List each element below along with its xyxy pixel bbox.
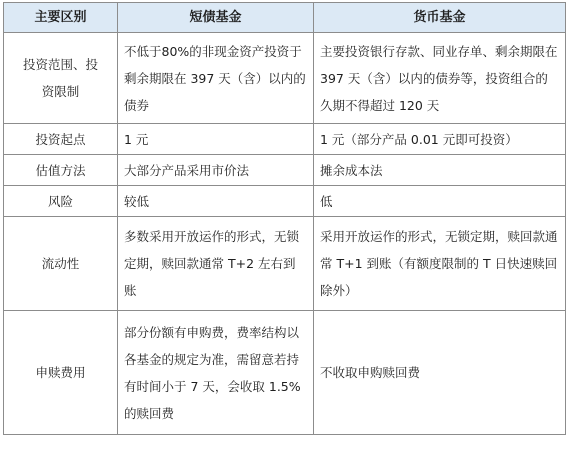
row-label-valuation-method: 估值方法 (4, 155, 118, 186)
cell-money-fund-fees: 不收取申购赎回费 (314, 311, 566, 435)
row-label-subscription-redemption-fees: 申赎费用 (4, 311, 118, 435)
header-main-difference: 主要区别 (4, 3, 118, 33)
cell-short-bond-liquidity: 多数采用开放运作的形式，无锁定期，赎回款通常 T+2 左右到账 (118, 217, 314, 311)
table-row (4, 186, 566, 217)
cell-money-fund-minimum-investment: 1 元（部分产品 0.01 元即可投资） (314, 124, 566, 155)
table-row (4, 155, 566, 186)
header-short-bond-fund: 短债基金 (118, 3, 314, 33)
header-money-fund: 货币基金 (314, 3, 566, 33)
cell-short-bond-risk: 较低 (118, 186, 314, 217)
cell-short-bond-minimum-investment: 1 元 (118, 124, 314, 155)
table-row (4, 124, 566, 155)
cell-short-bond-valuation-method: 大部分产品采用市价法 (118, 155, 314, 186)
cell-money-fund-valuation-method: 摊余成本法 (314, 155, 566, 186)
table-row (4, 311, 566, 435)
row-label-liquidity: 流动性 (4, 217, 118, 311)
table-row (4, 33, 566, 124)
row-label-minimum-investment: 投资起点 (4, 124, 118, 155)
cell-money-fund-investment-scope: 主要投资银行存款、同业存单、剩余期限在 397 天（含）以内的债券等，投资组合的久期不得超过 120 天 (314, 33, 566, 124)
row-label-investment-scope: 投资范围、投资限制 (4, 33, 118, 124)
fund-comparison-table (3, 2, 566, 435)
cell-short-bond-fees: 部分份额有申购费，费率结构以各基金的规定为准，需留意若持有时间小于 7 天，会收取 1.5%的赎回费 (118, 311, 314, 435)
cell-short-bond-investment-scope: 不低于80%的非现金资产投资于剩余期限在 397 天（含）以内的债券 (118, 33, 314, 124)
row-label-risk: 风险 (4, 186, 118, 217)
cell-money-fund-liquidity: 采用开放运作的形式，无锁定期，赎回款通常 T+1 到账（有额度限制的 T 日快速赎回除外） (314, 217, 566, 311)
table-row (4, 217, 566, 311)
header-row (4, 3, 566, 33)
cell-money-fund-risk: 低 (314, 186, 566, 217)
